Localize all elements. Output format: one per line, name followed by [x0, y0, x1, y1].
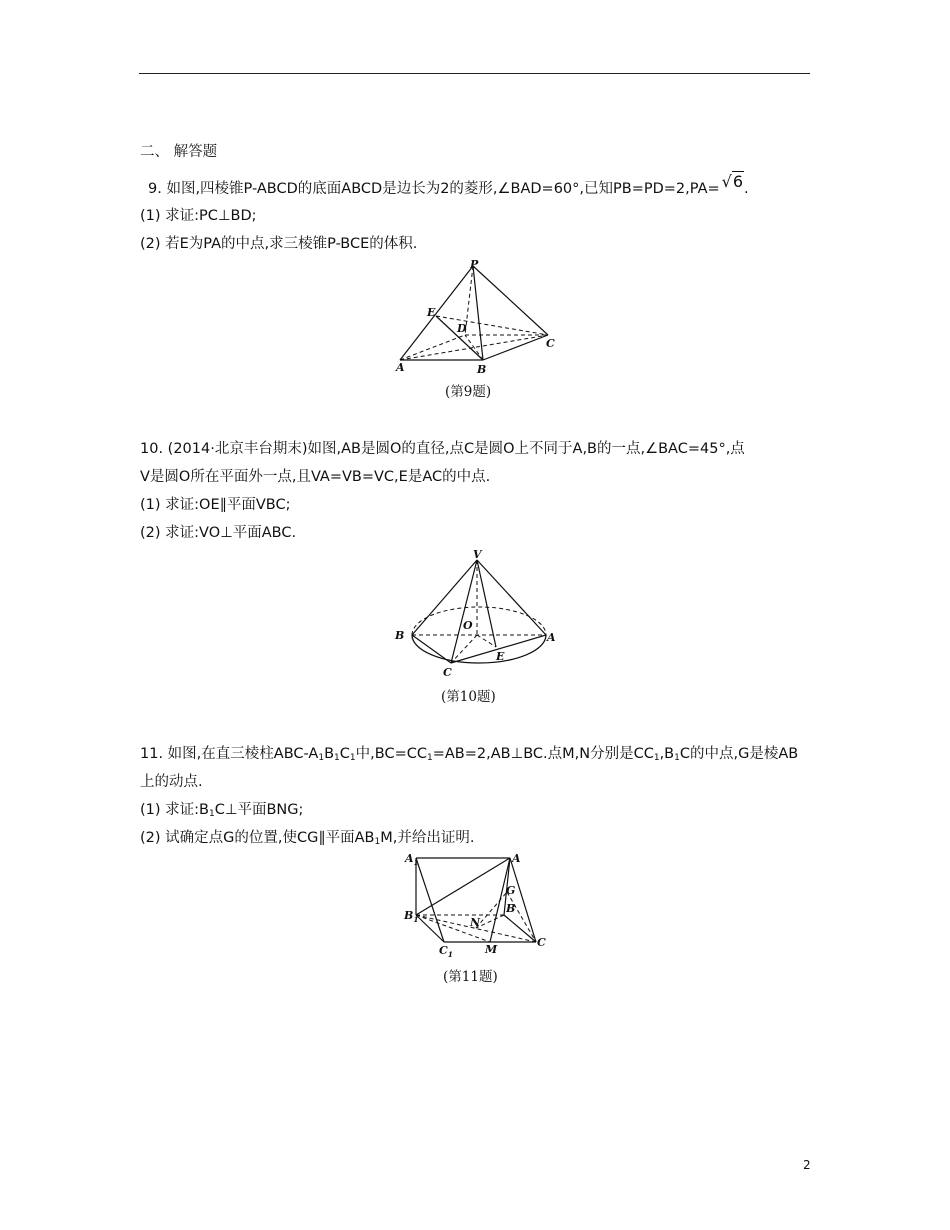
edge-BC	[483, 335, 548, 360]
q10-stem-line1: 10. (2014·北京丰台期末)如图,AB是圆O的直径,点C是圆O上不同于A,B的一点,∠BAC=45°,点	[140, 441, 745, 457]
q9-figure	[390, 258, 570, 378]
segment-BN	[476, 915, 504, 928]
q9-caption: (第9题)	[445, 384, 492, 400]
q10-part1: (1) 求证:OE∥平面VBC;	[140, 497, 291, 513]
sqrt-expression: √6	[721, 172, 744, 191]
label-N: N	[470, 916, 481, 929]
q11-stem-line2: 上的动点.	[140, 774, 203, 790]
q9-part2: (2) 若E为PA的中点,求三棱锥P-BCE的体积.	[140, 236, 418, 252]
sub-1: 1	[674, 753, 680, 763]
edge-PA	[400, 266, 473, 360]
edge-PB	[473, 266, 483, 360]
label-B: B	[395, 629, 405, 642]
header-rule	[139, 73, 810, 74]
edge-VA	[477, 560, 546, 635]
sub-1: 1	[208, 809, 215, 819]
sub-1: 1	[349, 753, 356, 763]
sub-1: 1	[653, 753, 660, 763]
q9-stem-text: 9. 如图,四棱锥P-ABCD的底面ABCD是边长为2的菱形,∠BAD=60°,已知PB=PD=2,PA=	[148, 181, 720, 197]
label-B1: $B_1$	[404, 909, 419, 924]
edge-AC	[510, 858, 536, 942]
sub-1: 1	[426, 753, 433, 763]
segment-OE	[477, 635, 496, 647]
label-A: A	[396, 361, 405, 374]
q11-figure	[398, 850, 558, 965]
segment-NG	[476, 892, 507, 928]
sub-1: 1	[374, 837, 381, 847]
q11-stem-c: C	[339, 746, 350, 762]
q11-part2	[140, 828, 474, 852]
q11-part2-b: M,并给出证明.	[380, 830, 475, 846]
q11-part1-b: C⊥平面BNG;	[214, 802, 304, 818]
label-P: P	[470, 258, 479, 271]
sub-1: 1	[318, 753, 325, 763]
label-E: E	[427, 306, 436, 319]
q11-caption: (第11题)	[443, 969, 498, 985]
q10-caption: (第10题)	[441, 689, 496, 705]
edge-B1A	[416, 858, 510, 915]
q10-part2: (2) 求证:VO⊥平面ABC.	[140, 525, 297, 541]
q10-stem-line2: V是圆O所在平面外一点,且VA=VB=VC,E是AC的中点.	[140, 469, 491, 485]
label-C: C	[546, 337, 555, 350]
edge-VE	[477, 560, 496, 647]
sqrt-argument: 6	[732, 172, 744, 191]
q11-part1	[140, 800, 303, 824]
label-A: A	[512, 852, 521, 865]
label-B: B	[506, 902, 516, 915]
label-C1: $C_1$	[439, 944, 453, 959]
q11-part1-a: (1) 求证:B	[140, 802, 209, 818]
sub-1: 1	[334, 753, 340, 763]
q10-figure	[390, 545, 565, 685]
label-V: V	[473, 548, 482, 561]
label-M: M	[485, 943, 498, 956]
q9-part1: (1) 求证:PC⊥BD;	[140, 208, 257, 224]
section-heading: 二、 解答题	[140, 144, 218, 160]
q11-part2-a: (2) 试确定点G的位置,使CG∥平面AB	[140, 830, 375, 846]
q11-stem-b: B	[324, 746, 335, 762]
label-G: G	[506, 884, 516, 897]
q11-stem-f: ,B	[659, 746, 675, 762]
segment-GC	[507, 892, 536, 942]
q11-stem-d: 中,BC=CC	[355, 746, 427, 762]
label-D: D	[457, 322, 467, 335]
label-C: C	[443, 666, 452, 679]
label-A: A	[547, 631, 556, 644]
label-E: E	[496, 650, 505, 663]
page-number: 2	[803, 1158, 811, 1172]
q11-stem-line1	[140, 744, 798, 768]
q11-stem-e: =AB=2,AB⊥BC.点M,N分别是CC	[432, 746, 654, 762]
edge-BC	[412, 635, 451, 663]
label-C: C	[537, 936, 546, 949]
label-A1: $A_1$	[405, 852, 419, 867]
q9-stem-end: .	[744, 181, 749, 197]
q9-stem	[148, 172, 749, 199]
label-B: B	[477, 363, 487, 376]
label-O: O	[463, 619, 473, 632]
q11-stem-g: C的中点,G是棱AB	[679, 746, 799, 762]
q11-stem-a: 11. 如图,在直三棱柱ABC-A	[140, 746, 319, 762]
